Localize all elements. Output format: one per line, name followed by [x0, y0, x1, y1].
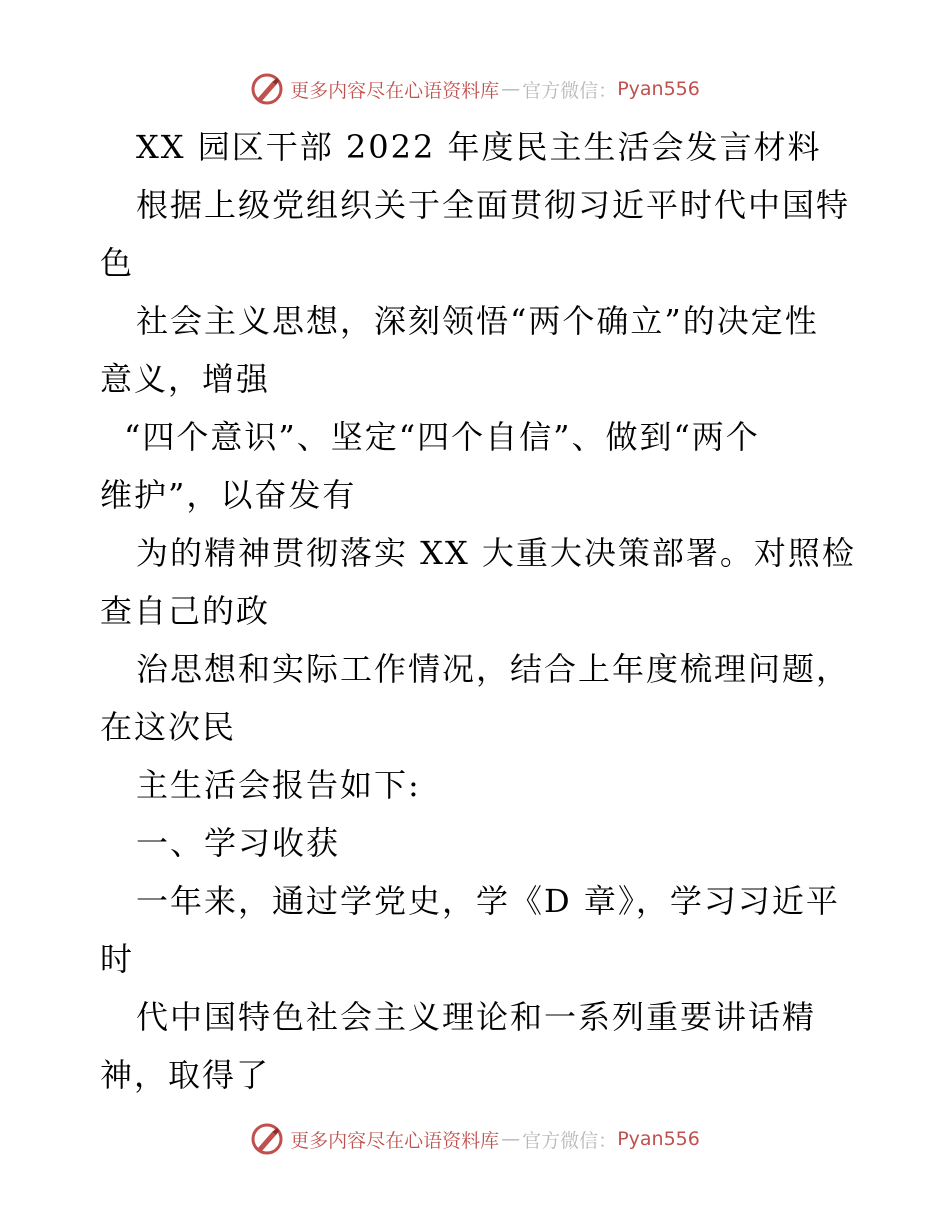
banner-wechat-id: Pyan556	[617, 1128, 700, 1150]
text-line: 时	[100, 940, 135, 978]
text-line: 主生活会报告如下:	[136, 766, 421, 804]
text-line: 根据上级党组织关于全面贯彻习近平时代中国特	[136, 186, 851, 224]
text-line: 意义，增强	[100, 360, 271, 398]
footer-banner	[0, 1122, 950, 1156]
text-line: 查自己的政	[100, 592, 271, 630]
text-line: “四个意识”、坚定“四个自信”、做到“两个	[124, 418, 760, 456]
banner-wechat-label: 官方微信：	[522, 79, 618, 102]
text-line: 为的精神贯彻落实 XX 大重大决策部署。对照检	[136, 534, 856, 572]
header-banner	[0, 72, 950, 106]
banner-wechat-id: Pyan556	[617, 78, 700, 100]
text-line: 神，取得了	[100, 1056, 271, 1094]
banner-separator: —	[501, 78, 521, 100]
text-line: 维护”，以奋发有	[100, 476, 357, 514]
text-line: 色	[100, 244, 135, 282]
banner-main-text: 更多内容尽在心语资料库	[290, 79, 500, 102]
text-line: 一、学习收获	[136, 824, 341, 862]
banner-wechat-label: 官方微信：	[522, 1129, 618, 1152]
banner-separator: —	[501, 1128, 521, 1150]
pen-logo-icon	[250, 1122, 284, 1156]
text-line: 社会主义思想，深刻领悟“两个确立”的决定性	[136, 302, 819, 340]
text-line: 代中国特色社会主义理论和一系列重要讲话精	[136, 998, 817, 1036]
text-line: 在这次民	[100, 708, 237, 746]
pen-logo-icon	[250, 72, 284, 106]
text-line: 治思想和实际工作情况，结合上年度梳理问题，	[136, 650, 851, 688]
banner-main-text: 更多内容尽在心语资料库	[290, 1129, 500, 1152]
text-line: 一年来，通过学党史，学《D 章》，学习习近平	[136, 882, 840, 920]
document-body	[100, 118, 860, 1104]
document-title: XX 园区干部 2022 年度民主生活会发言材料	[136, 128, 822, 166]
